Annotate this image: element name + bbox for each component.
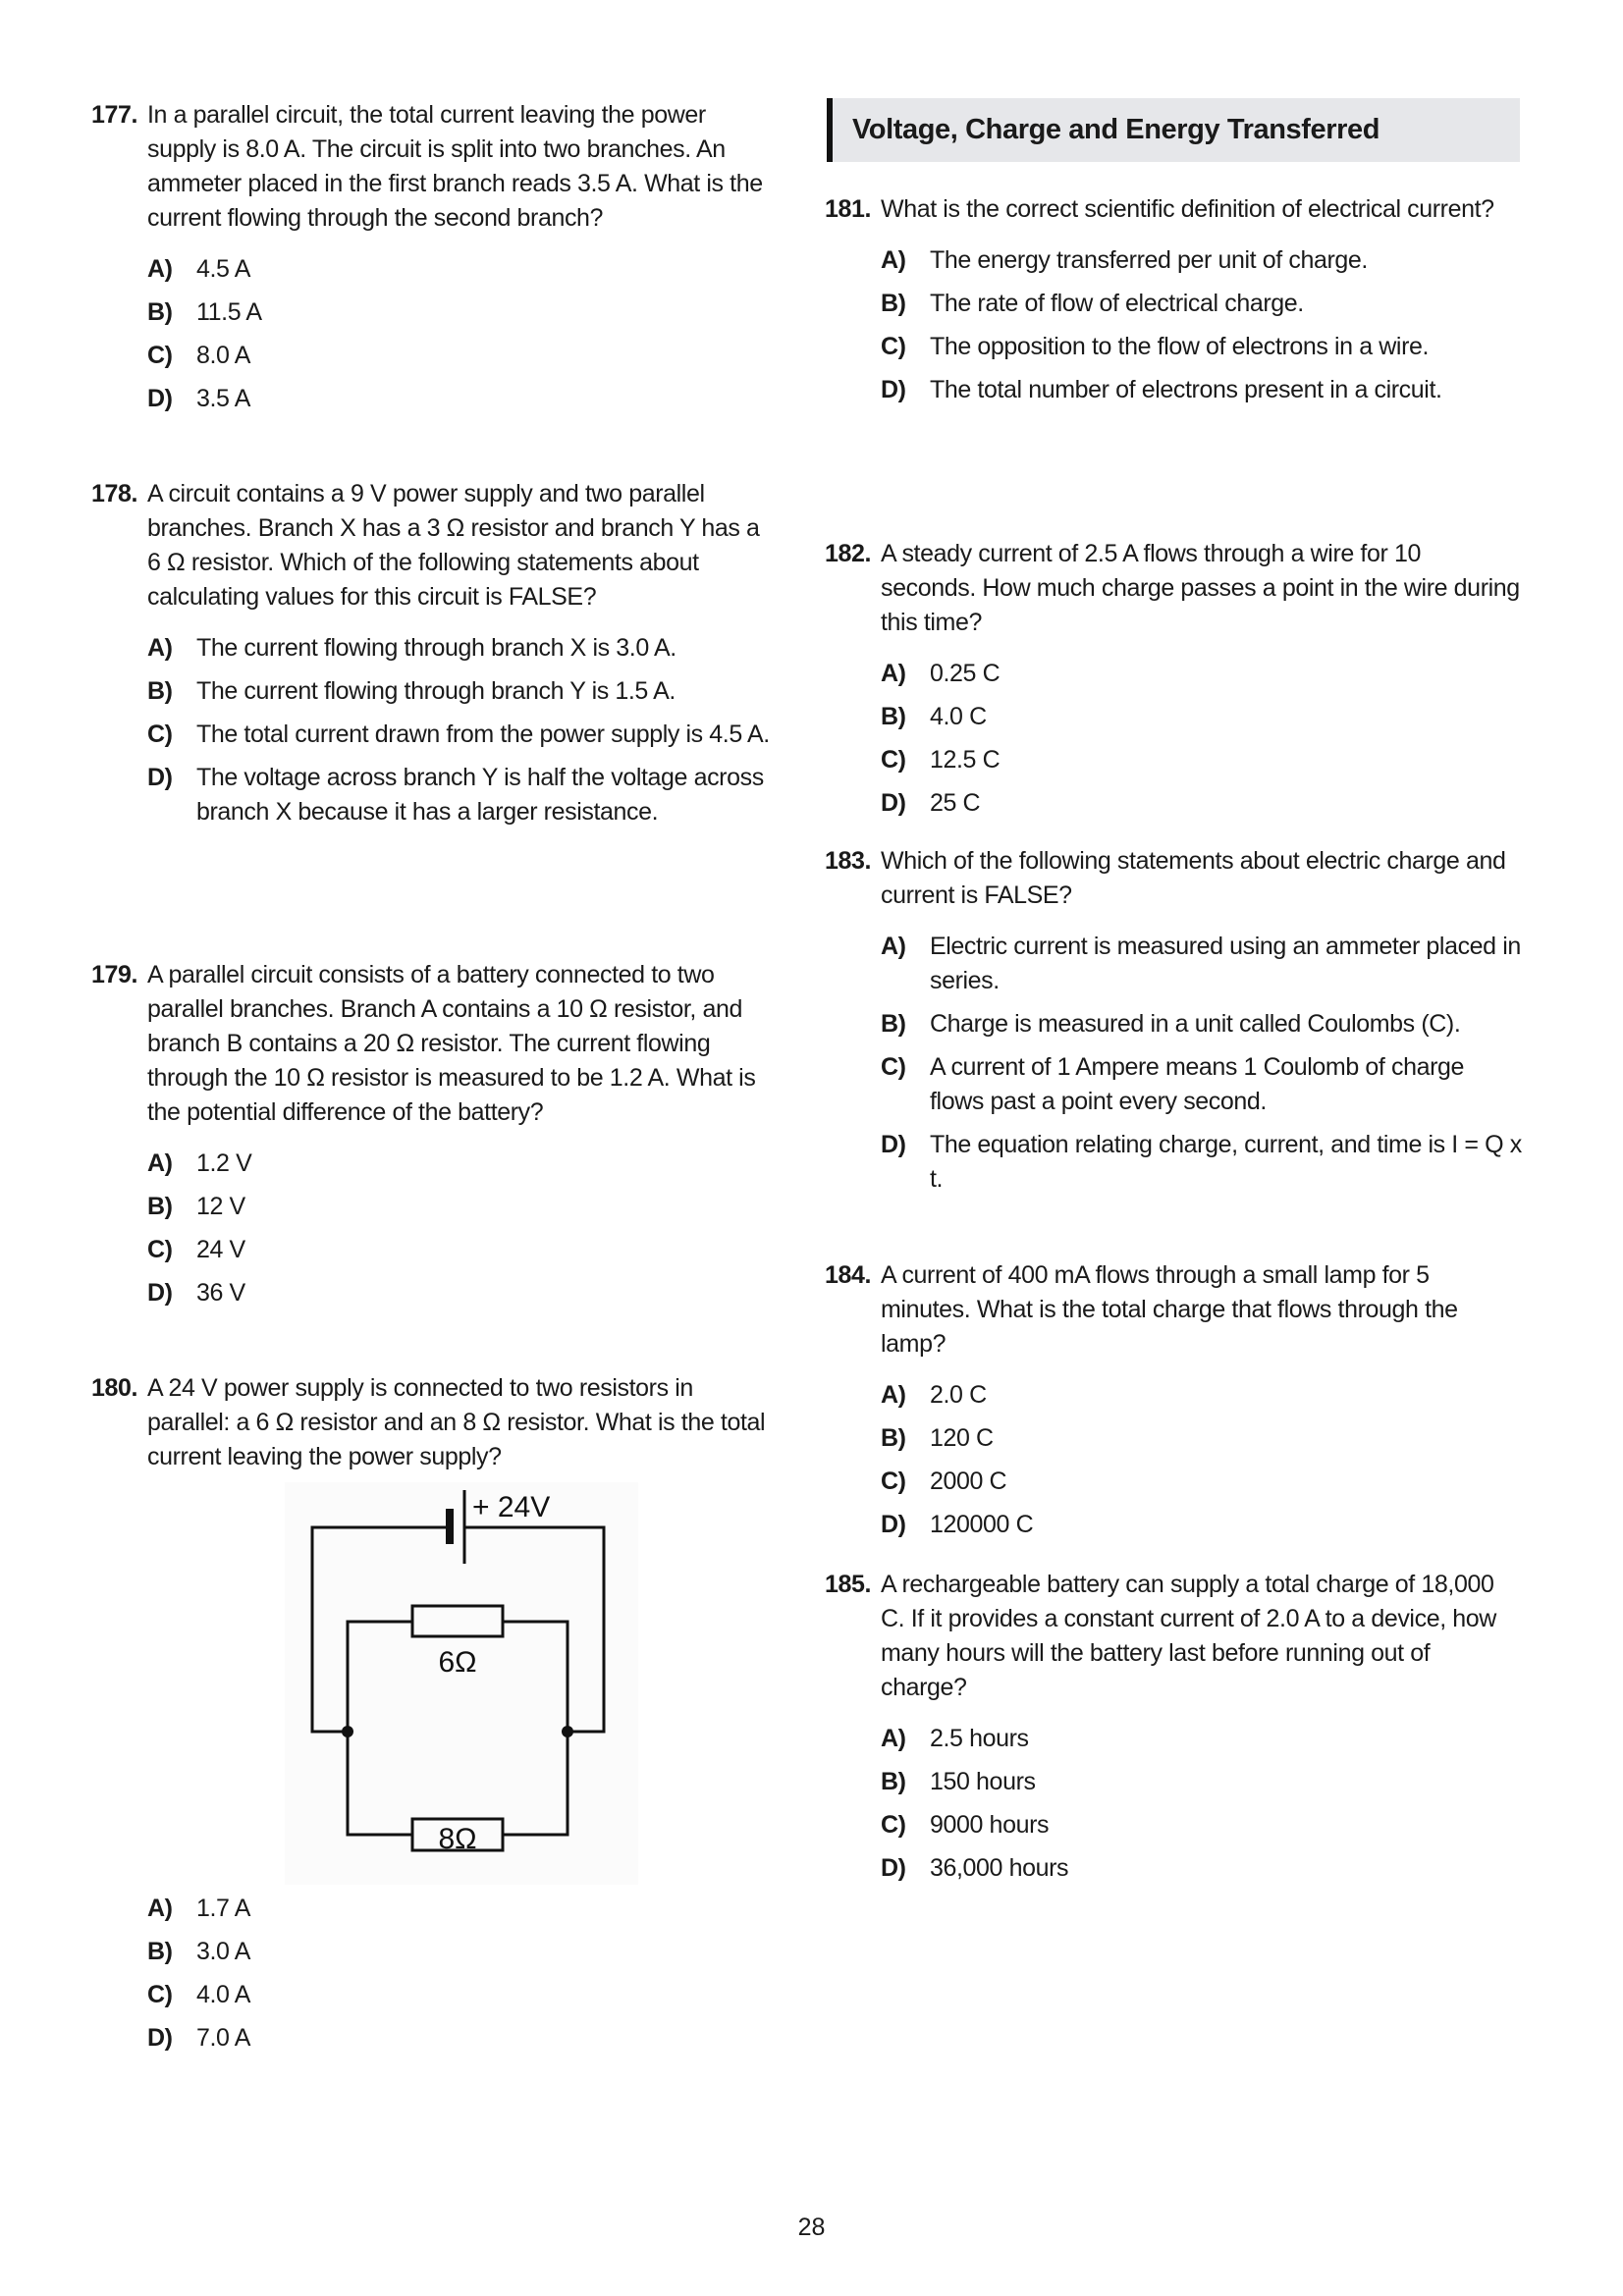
option-letter: B) — [881, 290, 906, 317]
option-text: The equation relating charge, current, and time is I = Q x t. — [930, 1131, 1522, 1193]
option-letter: A) — [881, 660, 906, 687]
option-text: The total current drawn from the power supply is 4.5 A. — [196, 721, 770, 748]
option-text: 0.25 C — [930, 660, 1001, 687]
answer-option[interactable] — [147, 339, 779, 373]
section-heading: Voltage, Charge and Energy Transferred — [827, 98, 1520, 162]
battery-short-plate — [446, 1509, 454, 1544]
answer-option[interactable] — [147, 295, 779, 330]
option-text: A current of 1 Ampere means 1 Coulomb of charge flows past a point every second. — [930, 1053, 1465, 1115]
question-180 — [91, 1371, 779, 1474]
answer-options — [881, 1378, 1522, 1542]
question-text: A parallel circuit consists of a battery connected to two parallel branches. Branch A contains a 10 Ω resistor, and branch B contains a 20 Ω resistor. The current flowing through the 10 Ω resistor is measured to be 1.2 A. What is the potential difference of the battery? — [147, 961, 756, 1126]
question-text: A 24 V power supply is connected to two resistors in parallel: a 6 Ω resistor and an 8 Ω resistor. What is the total current leaving the power supply? — [147, 1374, 766, 1470]
answer-option[interactable] — [881, 1508, 1522, 1542]
answer-option[interactable] — [881, 700, 1522, 734]
question-number: 179. — [91, 961, 138, 988]
answer-option[interactable] — [881, 1421, 1522, 1456]
option-text: Electric current is measured using an ammeter placed in series. — [930, 933, 1521, 994]
battery-label: + 24V — [472, 1491, 551, 1523]
option-letter: C) — [147, 1236, 173, 1263]
answer-option[interactable] — [147, 382, 779, 416]
answer-option[interactable] — [881, 743, 1522, 777]
option-text: 4.5 A — [196, 255, 250, 283]
option-text: 2.5 hours — [930, 1725, 1029, 1752]
option-letter: D) — [147, 764, 173, 791]
question-text: What is the correct scientific definition of electrical current? — [881, 195, 1494, 223]
answer-option[interactable] — [881, 1808, 1522, 1842]
question-text: Which of the following statements about electric charge and current is FALSE? — [881, 847, 1506, 909]
option-text: Charge is measured in a unit called Coulombs (C). — [930, 1010, 1461, 1038]
answer-option[interactable] — [881, 1722, 1522, 1756]
option-letter: A) — [881, 1381, 906, 1409]
option-letter: B) — [881, 1424, 906, 1452]
option-text: 11.5 A — [196, 298, 262, 326]
answer-option[interactable] — [881, 287, 1522, 321]
option-text: The opposition to the flow of electrons in a wire. — [930, 333, 1430, 360]
answer-option[interactable] — [147, 631, 779, 666]
question-stem — [91, 477, 779, 614]
option-text: 36 V — [196, 1279, 245, 1307]
option-text: 3.0 A — [196, 1938, 250, 1965]
option-letter: A) — [881, 1725, 906, 1752]
option-text: 4.0 A — [196, 1981, 250, 2008]
option-letter: D) — [881, 1854, 906, 1882]
option-text: The energy transferred per unit of charge. — [930, 246, 1368, 274]
question-181 — [825, 192, 1522, 416]
question-number: 182. — [825, 540, 872, 567]
question-185 — [825, 1568, 1522, 1895]
question-number: 183. — [825, 847, 872, 875]
option-text: 2.0 C — [930, 1381, 987, 1409]
parallel-circuit-diagram — [285, 1482, 638, 1885]
option-letter: C) — [881, 1053, 906, 1081]
option-text: 4.0 C — [930, 703, 987, 730]
answer-option[interactable] — [881, 657, 1522, 691]
option-text: 24 V — [196, 1236, 245, 1263]
question-stem — [91, 98, 779, 236]
option-text: 150 hours — [930, 1768, 1036, 1795]
question-stem — [91, 1371, 779, 1474]
question-183 — [825, 844, 1522, 1205]
option-text: 120000 C — [930, 1511, 1034, 1538]
option-letter: A) — [881, 933, 906, 960]
option-letter: A) — [147, 634, 173, 662]
answer-option[interactable] — [147, 1233, 779, 1267]
question-stem — [825, 1258, 1522, 1362]
option-text: The total number of electrons present in a circuit. — [930, 376, 1442, 403]
answer-option[interactable] — [147, 1147, 779, 1181]
answer-option[interactable] — [881, 330, 1522, 364]
page-number: 28 — [797, 2214, 826, 2241]
answer-option[interactable] — [147, 1935, 779, 1969]
option-text: 36,000 hours — [930, 1854, 1069, 1882]
answer-option[interactable] — [147, 1276, 779, 1310]
option-text: 25 C — [930, 789, 981, 817]
option-text: 12 V — [196, 1193, 245, 1220]
option-letter: D) — [881, 789, 906, 817]
junction-left — [342, 1726, 353, 1737]
option-letter: C) — [147, 1981, 173, 2008]
option-text: 7.0 A — [196, 2024, 250, 2052]
question-text: A steady current of 2.5 A flows through a wire for 10 seconds. How much charge passes a point in the wire during this time? — [881, 540, 1520, 636]
option-letter: D) — [881, 1131, 906, 1158]
option-letter: D) — [881, 376, 906, 403]
resistor-6-label: 6Ω — [438, 1646, 477, 1679]
question-184 — [825, 1258, 1522, 1551]
option-letter: D) — [881, 1511, 906, 1538]
answer-option[interactable] — [147, 761, 779, 829]
answer-option[interactable] — [881, 1765, 1522, 1799]
question-180-options-block — [91, 1875, 779, 2064]
option-text: 3.5 A — [196, 385, 250, 412]
question-182 — [825, 537, 1522, 829]
answer-options — [881, 657, 1522, 821]
question-text: A circuit contains a 9 V power supply and two parallel branches. Branch X has a 3 Ω resistor and branch Y has a 6 Ω resistor. Which of the following statements about calculating values for this circuit is FALSE? — [147, 480, 760, 611]
option-letter: D) — [147, 385, 173, 412]
option-text: 9000 hours — [930, 1811, 1050, 1839]
answer-option[interactable] — [881, 786, 1522, 821]
question-178 — [91, 477, 779, 838]
option-letter: B) — [147, 1193, 173, 1220]
option-letter: B) — [881, 1010, 906, 1038]
question-number: 177. — [91, 101, 138, 129]
option-text: The current flowing through branch Y is 1.5 A. — [196, 677, 676, 705]
answer-option[interactable] — [881, 1007, 1522, 1041]
option-letter: A) — [147, 1895, 173, 1922]
answer-options — [147, 1892, 779, 2056]
question-text: A rechargeable battery can supply a total charge of 18,000 C. If it provides a constant current of 2.0 A to a device, how many hours will the battery last before running out of charge? — [881, 1571, 1496, 1701]
option-text: 2000 C — [930, 1468, 1007, 1495]
option-text: 12.5 C — [930, 746, 1001, 774]
option-letter: C) — [881, 1811, 906, 1839]
answer-options — [147, 631, 779, 829]
option-letter: B) — [147, 677, 173, 705]
option-letter: C) — [147, 342, 173, 369]
answer-option[interactable] — [881, 930, 1522, 998]
question-stem — [825, 844, 1522, 913]
answer-options — [147, 1147, 779, 1310]
option-text: 8.0 A — [196, 342, 250, 369]
answer-option[interactable] — [147, 252, 779, 287]
resistor-8-label: 8Ω — [438, 1823, 477, 1855]
answer-options — [881, 243, 1522, 407]
option-letter: B) — [881, 703, 906, 730]
resistor-6-ohm — [412, 1606, 503, 1636]
answer-option[interactable] — [881, 1465, 1522, 1499]
question-stem — [825, 192, 1522, 227]
answer-options — [881, 1722, 1522, 1886]
option-letter: C) — [881, 1468, 906, 1495]
answer-option[interactable] — [147, 2021, 779, 2056]
option-letter: B) — [147, 298, 173, 326]
question-number: 184. — [825, 1261, 872, 1289]
question-number: 181. — [825, 195, 872, 223]
option-text: The rate of flow of electrical charge. — [930, 290, 1304, 317]
option-text: 1.7 A — [196, 1895, 250, 1922]
option-text: 120 C — [930, 1424, 994, 1452]
question-number: 180. — [91, 1374, 138, 1402]
question-stem — [91, 958, 779, 1130]
answer-option[interactable] — [881, 373, 1522, 407]
answer-option[interactable] — [881, 1050, 1522, 1119]
question-number: 185. — [825, 1571, 872, 1598]
answer-options — [881, 930, 1522, 1197]
question-stem — [825, 1568, 1522, 1705]
question-177 — [91, 98, 779, 425]
answer-options — [147, 252, 779, 416]
option-letter: C) — [881, 746, 906, 774]
outer-wire — [312, 1527, 604, 1732]
option-text: The voltage across branch Y is half the voltage across branch X because it has a larger resistance. — [196, 764, 764, 826]
question-179 — [91, 958, 779, 1319]
option-letter: A) — [147, 255, 173, 283]
option-letter: A) — [147, 1149, 173, 1177]
option-text: 1.2 V — [196, 1149, 252, 1177]
option-text: The current flowing through branch X is 3.0 A. — [196, 634, 676, 662]
option-letter: A) — [881, 246, 906, 274]
question-text: A current of 400 mA flows through a small lamp for 5 minutes. What is the total charge that flows through the lamp? — [881, 1261, 1458, 1358]
answer-option[interactable] — [881, 1851, 1522, 1886]
answer-option[interactable] — [147, 1978, 779, 2012]
answer-option[interactable] — [147, 1190, 779, 1224]
answer-option[interactable] — [147, 1892, 779, 1926]
option-letter: C) — [881, 333, 906, 360]
option-letter: D) — [147, 2024, 173, 2052]
question-stem — [825, 537, 1522, 640]
answer-option[interactable] — [881, 1378, 1522, 1413]
answer-option[interactable] — [881, 243, 1522, 278]
option-letter: C) — [147, 721, 173, 748]
option-letter: B) — [147, 1938, 173, 1965]
question-text: In a parallel circuit, the total current leaving the power supply is 8.0 A. The circuit is split into two branches. An ammeter placed in the first branch reads 3.5 A. What is the current flowing through the second branch? — [147, 101, 763, 232]
option-letter: D) — [147, 1279, 173, 1307]
answer-option[interactable] — [147, 674, 779, 709]
answer-option[interactable] — [881, 1128, 1522, 1197]
answer-option[interactable] — [147, 718, 779, 752]
junction-right — [562, 1726, 573, 1737]
question-number: 178. — [91, 480, 138, 507]
option-letter: B) — [881, 1768, 906, 1795]
